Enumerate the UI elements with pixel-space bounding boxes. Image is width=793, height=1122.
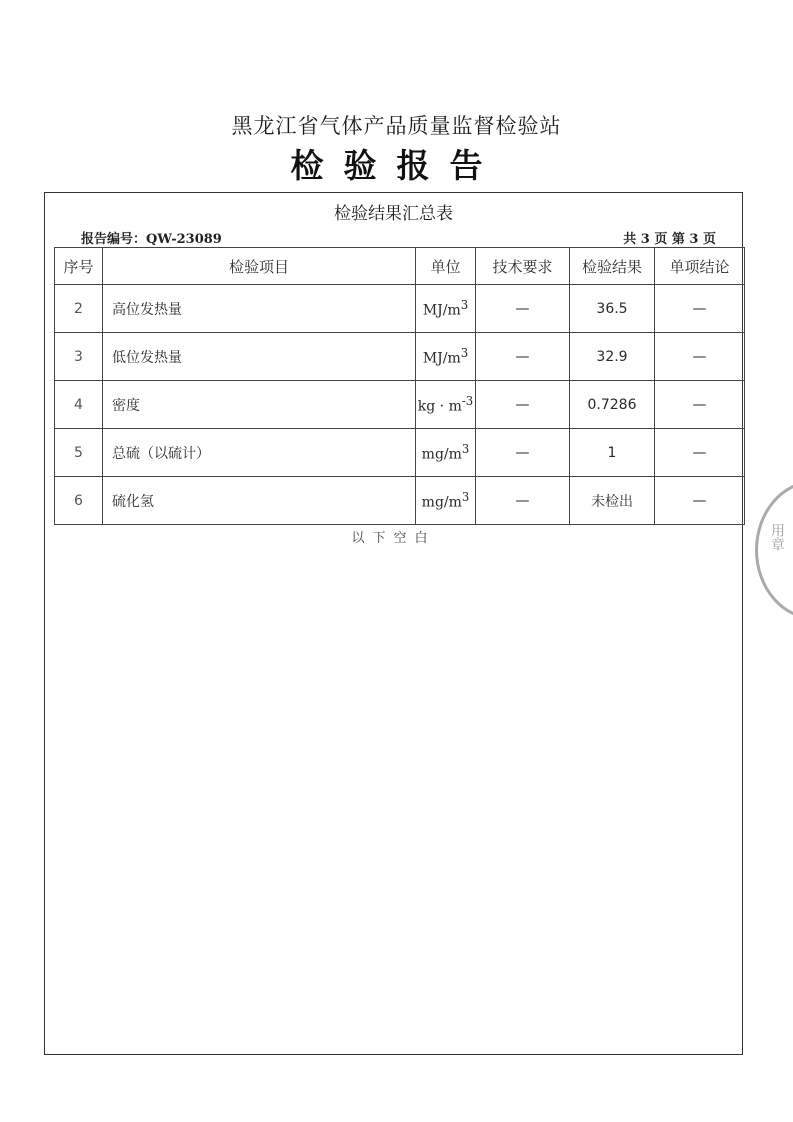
unit-exponent: 3 xyxy=(460,298,469,313)
row-requirement: — xyxy=(476,381,570,429)
row-conclusion: — xyxy=(655,285,745,333)
row-seq: 4 xyxy=(55,381,103,429)
row-requirement: — xyxy=(476,429,570,477)
row-result: 未检出 xyxy=(570,477,655,525)
header-requirement: 技术要求 xyxy=(476,248,570,285)
row-result: 32.9 xyxy=(570,333,655,381)
row-seq: 3 xyxy=(55,333,103,381)
page-indicator: 共 3 页 第 3 页 xyxy=(623,232,716,247)
end-of-content-note: 以下空白 xyxy=(351,531,436,546)
row-result: 1 xyxy=(570,429,655,477)
unit-base: MJ/m xyxy=(422,350,461,367)
summary-subtitle: 检验结果汇总表 xyxy=(334,204,453,224)
summary-frame xyxy=(44,192,743,1055)
row-requirement: — xyxy=(476,477,570,525)
row-unit xyxy=(416,429,476,477)
table-row xyxy=(55,477,745,525)
row-seq: 2 xyxy=(55,285,103,333)
header-seq: 序号 xyxy=(55,248,103,285)
report-number: 报告编号：QW-23089 xyxy=(81,232,222,247)
table-row xyxy=(55,429,745,477)
row-item: 总硫（以硫计） xyxy=(103,429,416,477)
row-unit xyxy=(416,381,476,429)
row-result: 0.7286 xyxy=(570,381,655,429)
unit-exponent: -3 xyxy=(461,394,474,409)
organization-name: 黑龙江省气体产品质量监督检验站 xyxy=(231,114,562,138)
seal-text: 用章 xyxy=(769,523,785,551)
table-header-row xyxy=(55,248,745,285)
row-seq: 6 xyxy=(55,477,103,525)
unit-exponent: 3 xyxy=(461,442,470,457)
results-table xyxy=(54,247,745,525)
row-unit xyxy=(416,333,476,381)
table-row xyxy=(55,285,745,333)
header-conclusion: 单项结论 xyxy=(655,248,745,285)
report-title: 检验报告 xyxy=(290,146,503,185)
unit-base: mg/m xyxy=(421,494,462,511)
row-conclusion: — xyxy=(655,477,745,525)
row-result: 36.5 xyxy=(570,285,655,333)
row-unit xyxy=(416,477,476,525)
unit-base: MJ/m xyxy=(422,302,461,319)
row-conclusion: — xyxy=(655,333,745,381)
unit-exponent: 3 xyxy=(460,346,469,361)
header-unit: 单位 xyxy=(416,248,476,285)
table-row xyxy=(55,333,745,381)
row-conclusion: — xyxy=(655,381,745,429)
header-item: 检验项目 xyxy=(103,248,416,285)
row-item: 密度 xyxy=(103,381,416,429)
unit-base: mg/m xyxy=(421,446,462,463)
row-requirement: — xyxy=(476,333,570,381)
row-unit xyxy=(416,285,476,333)
unit-base: kg · m xyxy=(417,398,462,415)
unit-exponent: 3 xyxy=(461,490,470,505)
row-item: 高位发热量 xyxy=(103,285,416,333)
row-conclusion: — xyxy=(655,429,745,477)
official-seal xyxy=(755,480,793,620)
row-seq: 5 xyxy=(55,429,103,477)
row-item: 硫化氢 xyxy=(103,477,416,525)
table-row xyxy=(55,381,745,429)
row-requirement: — xyxy=(476,285,570,333)
header-result: 检验结果 xyxy=(570,248,655,285)
row-item: 低位发热量 xyxy=(103,333,416,381)
